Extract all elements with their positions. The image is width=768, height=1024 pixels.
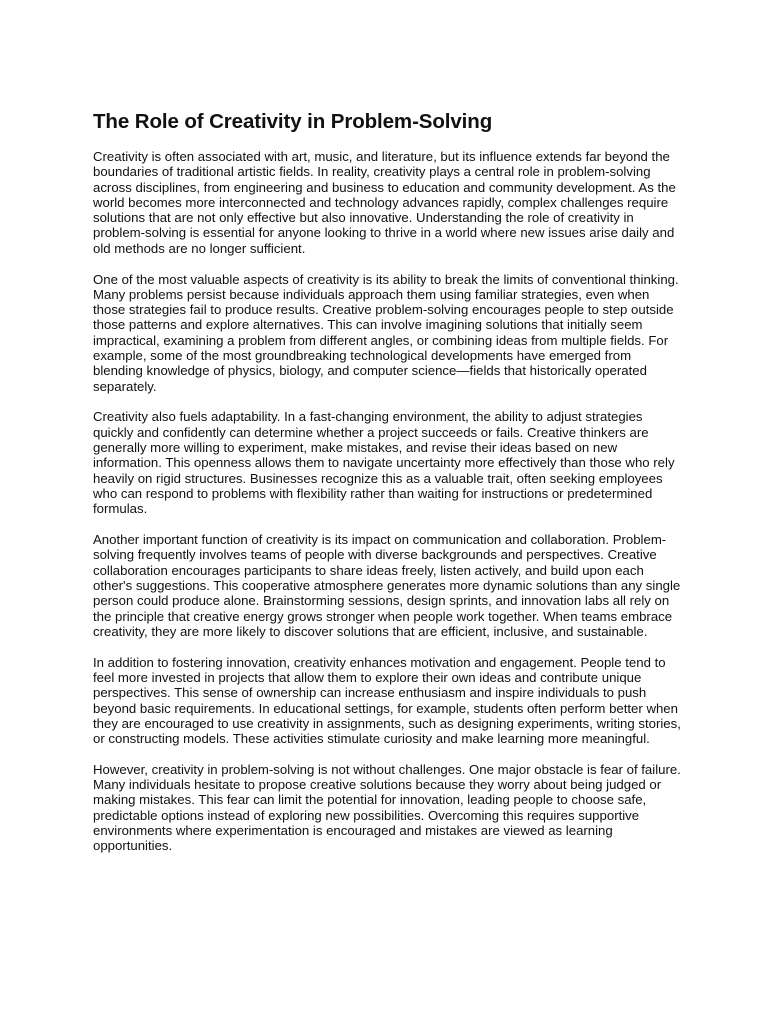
paragraph-2: One of the most valuable aspects of creativity is its ability to break the limits of conventional thinking. Many problems persist because individuals approach them using familiar strategies, even when those strategies fail to produce results. Creative problem-solving encourages people to step outside those patterns and explore alternatives. This can involve imagining solutions that initially seem impractical, examining a problem from different angles, or combining ideas from multiple fields. For example, some of the most groundbreaking technological developments have emerged from blending knowledge of physics, biology, and computer science—fields that historically operated separately. [93,271,679,394]
paragraph-4: Another important function of creativity is its impact on communication and collaboration. Problem-solving frequently involves teams of people with diverse backgrounds and perspectives. Creative collaboration encourages participants to share ideas freely, listen actively, and build upon each other's suggestions. This cooperative atmosphere generates more dynamic solutions than any single person could produce alone. Brainstorming sessions, design sprints, and innovation labs all rely on the principle that creative energy grows stronger when people work together. When teams embrace creativity, they are more likely to discover solutions that are efficient, inclusive, and sustainable. [93,532,681,639]
document-title: The Role of Creativity in Problem-Solving [93,110,493,133]
paragraph-5: In addition to fostering innovation, creativity enhances motivation and engagement. People tend to feel more invested in projects that allow them to explore their own ideas and contribute unique perspectives. This sense of ownership can increase enthusiasm and inspire individuals to push beyond basic requirements. In educational settings, for example, students often perform better when they are encouraged to use creativity in assignments, such as designing experiments, writing stories, or constructing models. These activities stimulate curiosity and make learning more meaningful. [93,654,681,747]
paragraph-6: However, creativity in problem-solving is not without challenges. One major obstacle is fear of failure. Many individuals hesitate to propose creative solutions because they worry about being judged or making mistakes. This fear can limit the potential for innovation, leading people to choose safe, predictable options instead of exploring new possibilities. Overcoming this requires supportive environments where experimentation is encouraged and mistakes are viewed as learning opportunities. [93,761,681,854]
document-page [93,109,683,869]
paragraph-3: Creativity also fuels adaptability. In a fast-changing environment, the ability to adjust strategies quickly and confidently can determine whether a project succeeds or fails. Creative thinkers are generally more willing to experiment, make mistakes, and revise their ideas based on new information. This openness allows them to navigate uncertainty more effectively than those who rely heavily on rigid structures. Businesses recognize this as a valuable trait, often seeking employees who can respond to problems with flexibility rather than waiting for instructions or predetermined formulas. [93,409,675,517]
paragraph-1: Creativity is often associated with art, music, and literature, but its influence extends far beyond the boundaries of traditional artistic fields. In reality, creativity plays a central role in problem-solving across disciplines, from engineering and business to education and community development. As the world becomes more interconnected and technology advances rapidly, complex challenges require solutions that are not only effective but also innovative. Understanding the role of creativity in problem-solving is essential for anyone looking to thrive in a world where new issues arise daily and old methods are no longer sufficient. [93,149,676,256]
